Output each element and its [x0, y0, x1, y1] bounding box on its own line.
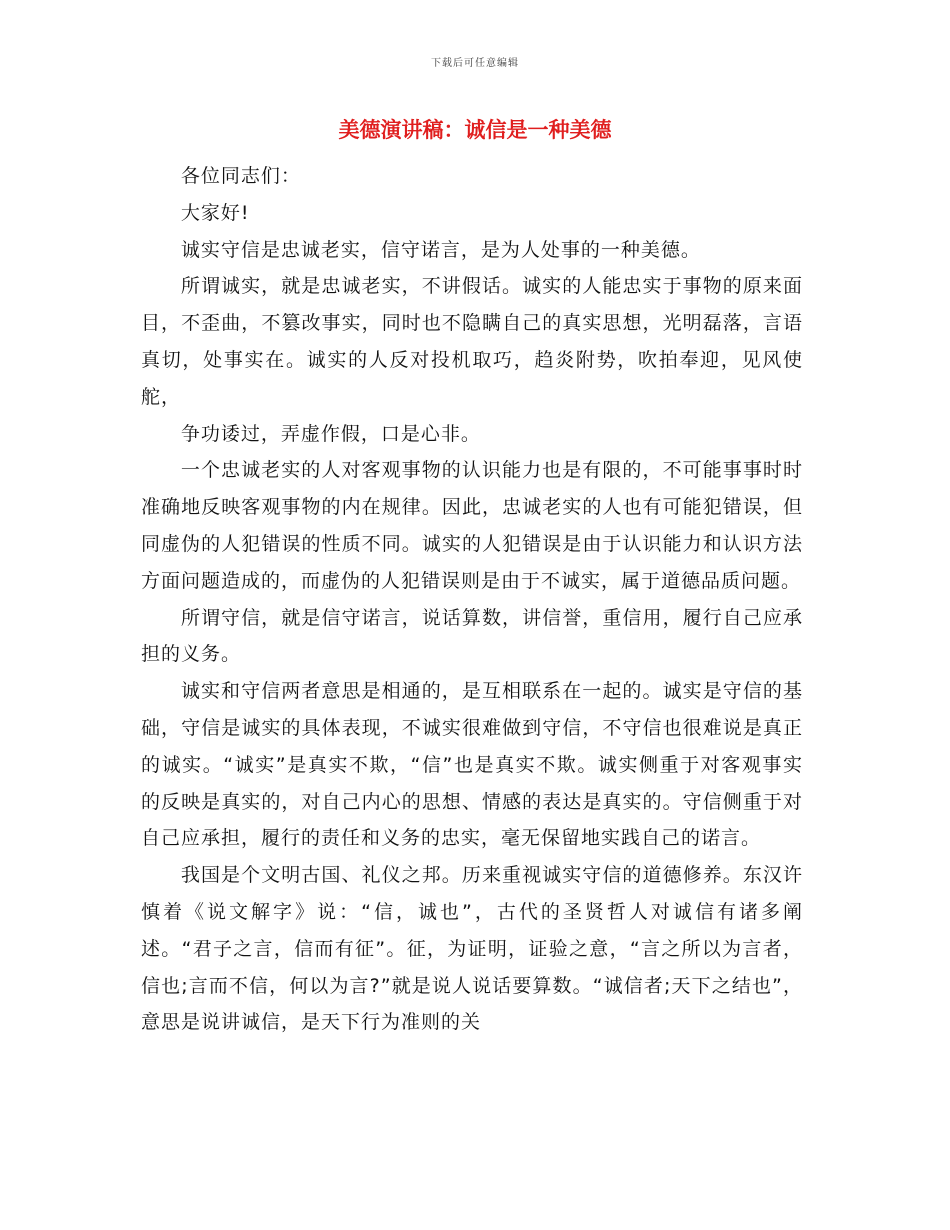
paragraph: 所谓诚实，就是忠诚老实，不讲假话。诚实的人能忠实于事物的原来面目，不歪曲，不篡改事实，同时也不隐瞒自己的真实思想，光明磊落，言语真切，处事实在。诚实的人反对投机取巧，趋炎附势，吹拍奉迎，见风使舵， — [141, 275, 803, 408]
paragraph: 争功诿过，弄虚作假，口是心非。 — [180, 422, 481, 445]
paragraph: 所谓守信，就是信守诺言，说话算数，讲信誉，重信用，履行自己应承担的义务。 — [141, 606, 803, 666]
paragraph: 诚实守信是忠诚老实，信守诺言，是为人处事的一种美德。 — [180, 238, 701, 261]
paragraph: 我国是个文明古国、礼仪之邦。历来重视诚实守信的道德修养。东汉许慎着《说文解字》说：“信，诚也”，古代的圣贤哲人对诚信有诸多阐述。“君子之言，信而有征”。征，为证明，证验之意，“言之所以为言者，信也;言而不信，何以为言?”就是说人说话要算数。“诚信者;天下之结也”，意思是说讲诚信，是天下行为准则的关 — [141, 864, 803, 1034]
paragraph: 诚实和守信两者意思是相通的，是互相联系在一起的。诚实是守信的基础，守信是诚实的具体表现，不诚实很难做到守信，不守信也很难说是真正的诚实。“诚实”是真实不欺，“信”也是真实不欺。诚实侧重于对客观事实的反映是真实的，对自己内心的思想、情感的表达是真实的。守信侧重于对自己应承担，履行的责任和义务的忠实，毫无保留地实践自己的诺言。 — [141, 680, 803, 850]
document-title: 美德演讲稿：诚信是一种美德 — [338, 118, 612, 142]
paragraph-hello: 大家好! — [180, 201, 250, 224]
document-body — [141, 158, 803, 1041]
header-note: 下载后可任意编辑 — [431, 58, 519, 69]
paragraph-greeting: 各位同志们： — [180, 165, 301, 187]
paragraph: 一个忠诚老实的人对客观事物的认识能力也是有限的，不可能事事时时准确地反映客观事物的内在规律。因此，忠诚老实的人也有可能犯错误，但同虚伪的人犯错误的性质不同。诚实的人犯错误是由于认识能力和认识方法方面问题造成的，而虚伪的人犯错误则是由于不诚实，属于道德品质问题。 — [141, 459, 803, 592]
